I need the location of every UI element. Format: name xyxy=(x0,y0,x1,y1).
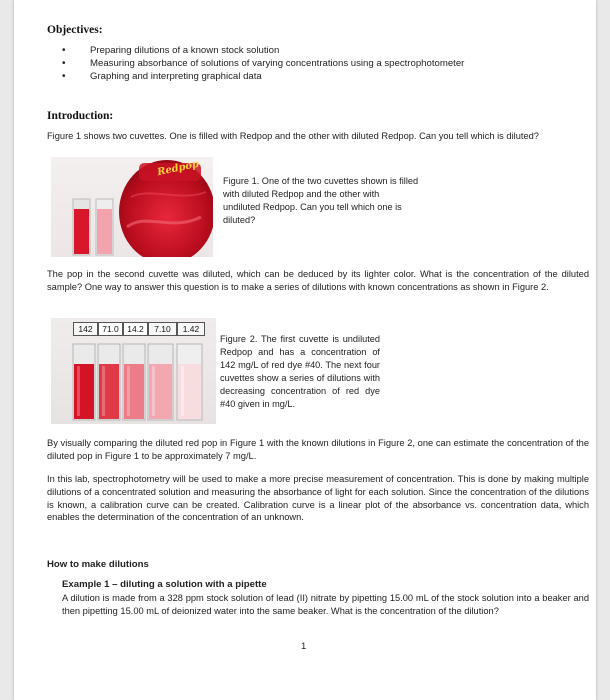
redpop-logo: Redpop xyxy=(156,158,201,179)
page-number: 1 xyxy=(301,641,307,652)
paragraph-visual-comparison: By visually comparing the diluted red pop in Figure 1 with the known dilutions in Figure 2, one can estimate the concentration of the diluted pop in Figure 1 to be approximately 7 mg/L. xyxy=(47,438,589,461)
document-page xyxy=(14,0,596,700)
concentration-label: 71.0 xyxy=(98,322,123,336)
introduction-heading: Introduction: xyxy=(47,110,114,122)
concentration-label: 1.42 xyxy=(177,322,205,336)
list-item: • Graphing and interpreting graphical data xyxy=(62,71,464,84)
figure1-photo xyxy=(51,157,213,257)
paragraph-spectrophotometry: In this lab, spectrophotometry will be used to make a more precise measurement of concentration. This is done by making multiple dilutions of a concentrated solution and measuring the absorbance of light for each solution. Since the concentration of the dilutions is known, a calibration curve can be created. Calibration curve is a linear plot of the absorbance vs. concentration data, which enables the determination of the concentration of an unknown. xyxy=(47,474,589,523)
figure2-cuvettes-image xyxy=(51,318,216,424)
paragraph-dilution-question: The pop in the second cuvette was diluted, which can be deduced by its lighter color. What is the concentration of the diluted sample? One way to answer this question is to make a series of dilutions with known concentrations as shown in Figure 2. xyxy=(47,269,589,292)
example-text: A dilution is made from a 328 ppm stock solution of lead (II) nitrate by pipetting 15.00 mL of the stock solution into a beaker and then pipetting 15.00 mL of deionized water into the same beaker. What is the concentration of the dilution? xyxy=(62,593,589,616)
figure2-caption: Figure 2. The first cuvette is undiluted Redpop and has a concentration of 142 mg/L of red dye #40. The next four cuvettes show a series of dilutions with decreasing concentration of red dye #40 given in mg/L. xyxy=(220,334,380,409)
intro-text: Figure 1 shows two cuvettes. One is filled with Redpop and the other with diluted Redpop. Can you tell which is diluted? xyxy=(47,131,539,141)
list-item: • Preparing dilutions of a known stock solution xyxy=(62,45,464,58)
dilutions-heading: How to make dilutions xyxy=(47,559,149,570)
objectives-heading: Objectives: xyxy=(47,24,103,36)
figure2-photo xyxy=(51,318,216,424)
example-title: Example 1 – diluting a solution with a pipette xyxy=(62,579,267,590)
objectives-list xyxy=(62,45,464,83)
concentration-label: 142 xyxy=(73,322,98,336)
list-item: • Measuring absorbance of solutions of varying concentrations using a spectrophotometer xyxy=(62,58,464,71)
concentration-label: 14.2 xyxy=(123,322,148,336)
figure1-caption: Figure 1. One of the two cuvettes shown is filled with diluted Redpop and the other with undiluted Redpop. Can you tell which one is diluted? xyxy=(223,176,419,225)
figure1-cuvettes-image xyxy=(51,157,213,257)
concentration-label: 7.10 xyxy=(148,322,177,336)
